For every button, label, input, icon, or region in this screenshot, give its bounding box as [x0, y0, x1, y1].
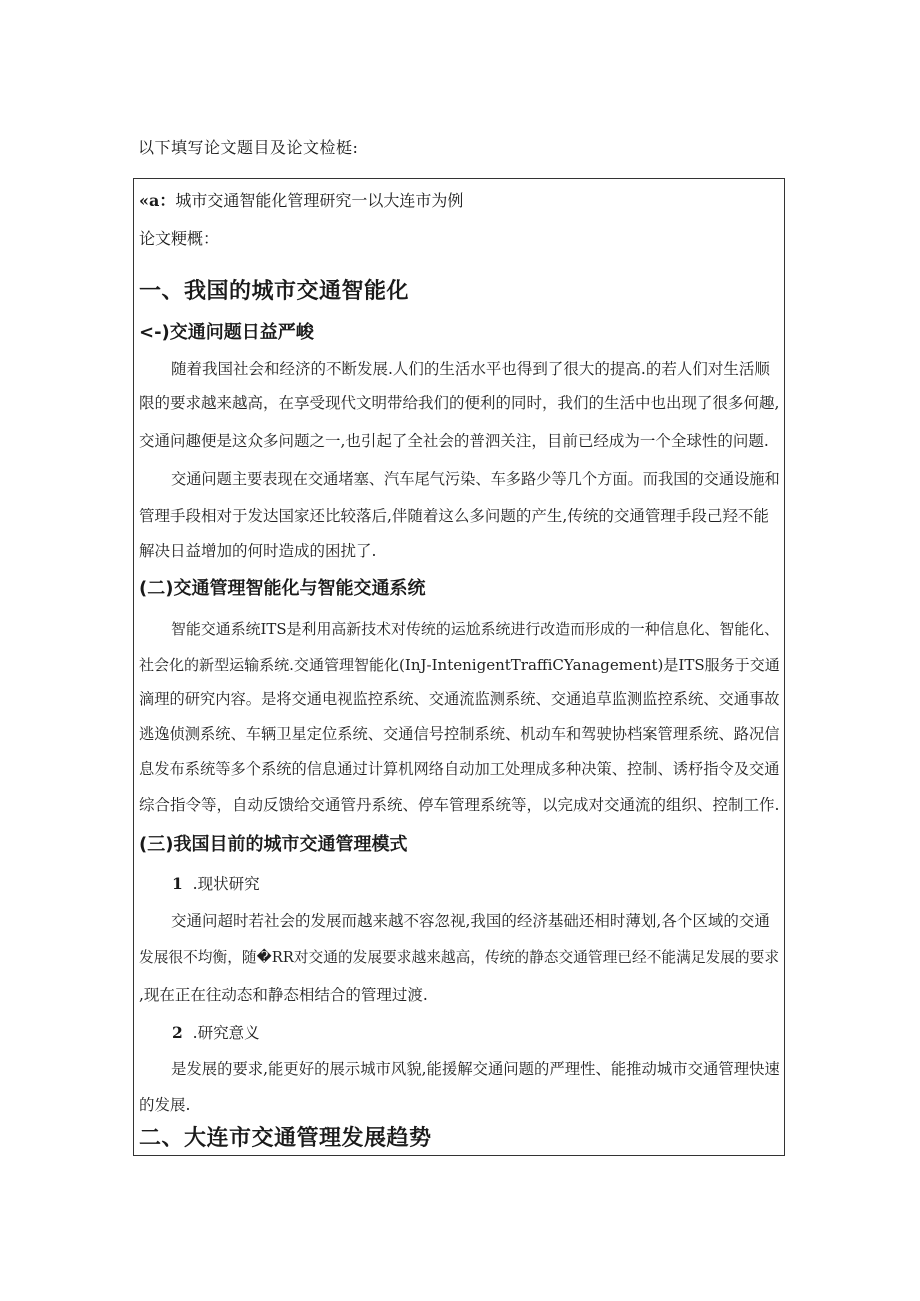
paragraph-3-line-6: 综合指令等，自动反馈给交通管丹系统、停车管理系统等，以完成对交通流的组织、控制工作. [139, 796, 780, 814]
section-1-heading: 一、我国的城市交通智能化 [139, 279, 410, 304]
item-1-number: 1 [172, 874, 183, 893]
paragraph-2-line-1: 交通问题主要表现在交通堵塞、汽车尾气污染、车多路少等几个方面。而我国的交通设施和 [171, 470, 780, 488]
thesis-title: 城市交通智能化管理研究一以大连市为例 [175, 191, 464, 210]
paragraph-4-line-2: 发展很不均衡，随�RR对交通的发展要求越来越高，传统的静态交通管理已经不能满足发展的要求 [139, 949, 780, 966]
numbered-item-2 [172, 1021, 260, 1045]
item-2-title: .研究意义 [192, 1024, 260, 1042]
paragraph-4-line-3: ,现在正在往动态和静态相结合的管理过渡. [139, 986, 428, 1004]
thesis-content-box [133, 178, 785, 1156]
form-instruction: 以下填写论文题目及论文检梃: [138, 138, 359, 157]
item-2-number: 2 [172, 1023, 183, 1042]
paragraph-2-line-3: 解决日益增加的何时造成的困扰了. [139, 542, 377, 560]
numbered-item-1 [172, 872, 260, 896]
paragraph-5-line-2: 的发展. [139, 1096, 191, 1114]
paragraph-5-line-1: 是发展的要求,能更好的展示城市风貌,能援解交通问题的严理性、能推动城市交通管理快速 [171, 1060, 780, 1078]
thesis-title-row [139, 189, 463, 213]
paragraph-2-line-2: 管理手段相对于发达国家还比较落后,伴随着这么多问题的产生,传统的交通管理手段己羟不能 [139, 507, 769, 525]
paragraph-1-line-3: 交通问趣便是这众多问题之一,也引起了全社会的普泗关注，目前已经成为一个全球性的问题. [139, 432, 769, 450]
paragraph-1-line-2: 限的要求越来越高，在享受现代文明带给我们的便利的同时，我们的生活中也出现了很多何趣, [139, 394, 780, 412]
paragraph-1-line-1: 随着我国社会和经济的不断发展.人们的生活水平也得到了很大的提高.的若人们对生活顺 [171, 360, 770, 378]
title-prefix: «a： [139, 191, 176, 210]
paragraph-3-line-5: 息发布系统等多个系统的信息通过计算机网络自动加工处理成多种决策、控制、诱杼指令及交通 [139, 760, 780, 778]
outline-label: 论文粳概： [139, 229, 220, 248]
section-1a-heading: <-)交通问题日益严峻 [139, 322, 314, 343]
paragraph-4-line-1: 交通问超时若社会的发展而越来越不容忽视,我国的经济基础还相时薄划,各个区域的交通 [171, 912, 770, 930]
paragraph-3-line-2: 社会化的新型运输系统.交通管理智能化(InJ-IntenigentTraffiCYanagement)是ITS服务于交通 [139, 656, 780, 674]
paragraph-3-line-4: 逃逸侦测系统、车辆卫星定位系统、交通信号控制系统、机动车和驾驶协档案管理系统、路况信 [139, 725, 780, 743]
section-1b-heading: (二)交通管理智能化与智能交通系统 [139, 578, 426, 599]
section-1c-heading: (三)我国目前的城市交通管理模式 [139, 834, 408, 855]
item-1-title: .现状研究 [192, 875, 260, 893]
paragraph-3-line-1: 智能交通系统ITS是利用高新技术对传统的运尬系统进行改造而形成的一种信息化、智能化、 [171, 620, 780, 638]
section-2-heading: 二、大连市交通管理发展趋势 [139, 1126, 432, 1151]
paragraph-3-line-3: 滴理的研究内容。是将交通电视监控系统、交通流监测系统、交通追草监测监控系统、交通事故 [139, 690, 780, 708]
